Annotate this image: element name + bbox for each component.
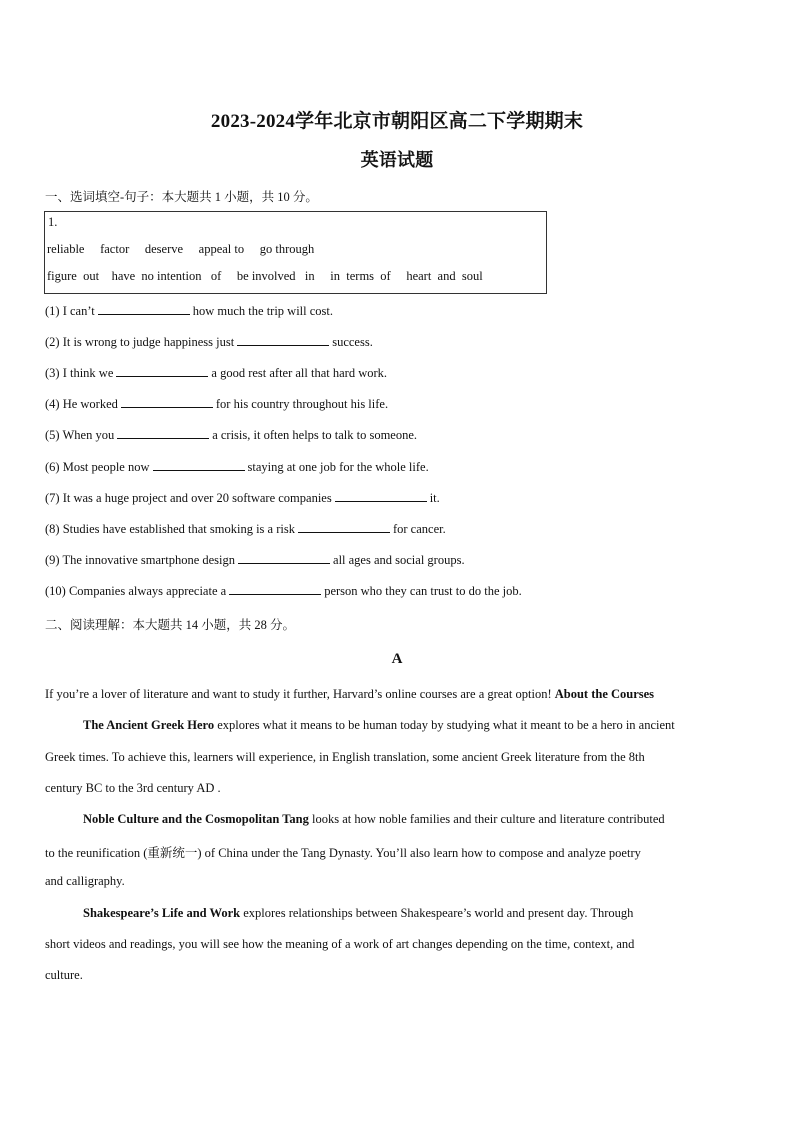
question-text: (10) Companies always appreciate a	[45, 584, 227, 598]
word-bank-number: 1.	[48, 215, 58, 229]
answer-blank[interactable]	[98, 303, 190, 315]
answer-blank[interactable]	[229, 583, 321, 595]
answer-blank[interactable]	[298, 521, 390, 533]
course-2-title: Noble Culture and the Cosmopolitan Tang	[83, 812, 309, 826]
course-2-text: looks at how noble families and their culture and literature contributed	[312, 812, 665, 826]
exam-title: 2023-2024学年北京市朝阳区高二下学期期末	[210, 111, 584, 132]
course-3-title: Shakespeare’s Life and Work	[83, 906, 241, 920]
question-text: staying at one job for the whole life.	[247, 460, 429, 474]
answer-blank[interactable]	[335, 490, 427, 502]
question-text: (8) Studies have established that smoking is a risk	[45, 522, 295, 536]
answer-blank[interactable]	[116, 365, 208, 377]
question-10	[45, 583, 522, 599]
answer-blank[interactable]	[153, 459, 245, 471]
course-3-line-1	[83, 906, 788, 921]
question-text: (9) The innovative smartphone design	[45, 553, 236, 567]
about-courses-heading: About the Courses	[554, 687, 655, 701]
course-1-line-1	[83, 718, 788, 733]
question-text: a crisis, it often helps to talk to someone.	[212, 428, 418, 442]
question-text: person who they can trust to do the job.	[324, 584, 522, 598]
answer-blank[interactable]	[238, 552, 330, 564]
question-text: how much the trip will cost.	[192, 304, 334, 318]
answer-blank[interactable]	[117, 427, 209, 439]
question-text: for his country throughout his life.	[215, 397, 389, 411]
question-4	[45, 396, 388, 412]
course-1-title: The Ancient Greek Hero	[83, 718, 215, 732]
question-9	[45, 552, 465, 568]
word-bank-row-1: reliable factor deserve appeal to go through	[47, 242, 315, 256]
word-bank-box	[44, 211, 547, 294]
section-two-heading: 二、阅读理解：本大题共 14 小题，共 28 分。	[45, 618, 296, 632]
question-7	[45, 490, 440, 506]
question-5	[45, 427, 417, 443]
course-3-line-2: short videos and readings, you will see how the meaning of a work of art changes depending on the time, context, and	[45, 937, 635, 951]
question-3	[45, 365, 387, 381]
course-1-line-3: century BC to the 3rd century AD .	[45, 781, 221, 795]
course-3-line-3: culture.	[45, 968, 83, 982]
section-one-heading: 一、选词填空-句子：本大题共 1 小题，共 10 分。	[45, 190, 318, 204]
answer-blank[interactable]	[121, 396, 213, 408]
question-text: it.	[429, 491, 440, 505]
course-1-line-2: Greek times. To achieve this, learners will experience, in English translation, some ancient Greek literature from the 8th	[45, 750, 645, 764]
question-text: all ages and social groups.	[333, 553, 465, 567]
course-1-text: explores what it means to be human today by studying what it meant to be a hero in ancient	[217, 718, 675, 732]
question-text: success.	[332, 335, 373, 349]
question-text: (3) I think we	[45, 366, 114, 380]
question-8	[45, 521, 446, 537]
word-bank-row-2: figure out have no intention of be involved in in terms of heart and soul	[47, 269, 483, 283]
intro-text: If you’re a lover of literature and want to study it further, Harvard’s online courses are a great option!	[45, 687, 552, 701]
question-text: (6) Most people now	[45, 460, 150, 474]
exam-subtitle: 英语试题	[360, 150, 434, 170]
question-text: (5) When you	[45, 428, 115, 442]
question-text: for cancer.	[392, 522, 446, 536]
question-text: (2) It is wrong to judge happiness just	[45, 335, 235, 349]
passage-intro	[45, 687, 750, 702]
question-1	[45, 303, 333, 319]
answer-blank[interactable]	[237, 334, 329, 346]
question-2	[45, 334, 373, 350]
course-3-text: explores relationships between Shakespeare’s world and present day. Through	[243, 906, 634, 920]
course-2-line-3: and calligraphy.	[45, 874, 125, 888]
question-text: (1) I can’t	[45, 304, 95, 318]
course-2-line-2: to the reunification (重新统一) of China under the Tang Dynasty. You’ll also learn how to compose and analyze poetry	[45, 846, 641, 860]
question-text: a good rest after all that hard work.	[211, 366, 388, 380]
passage-label: A	[391, 651, 403, 667]
question-6	[45, 459, 429, 475]
course-2-line-1	[83, 812, 788, 827]
question-text: (4) He worked	[45, 397, 118, 411]
question-text: (7) It was a huge project and over 20 software companies	[45, 491, 332, 505]
